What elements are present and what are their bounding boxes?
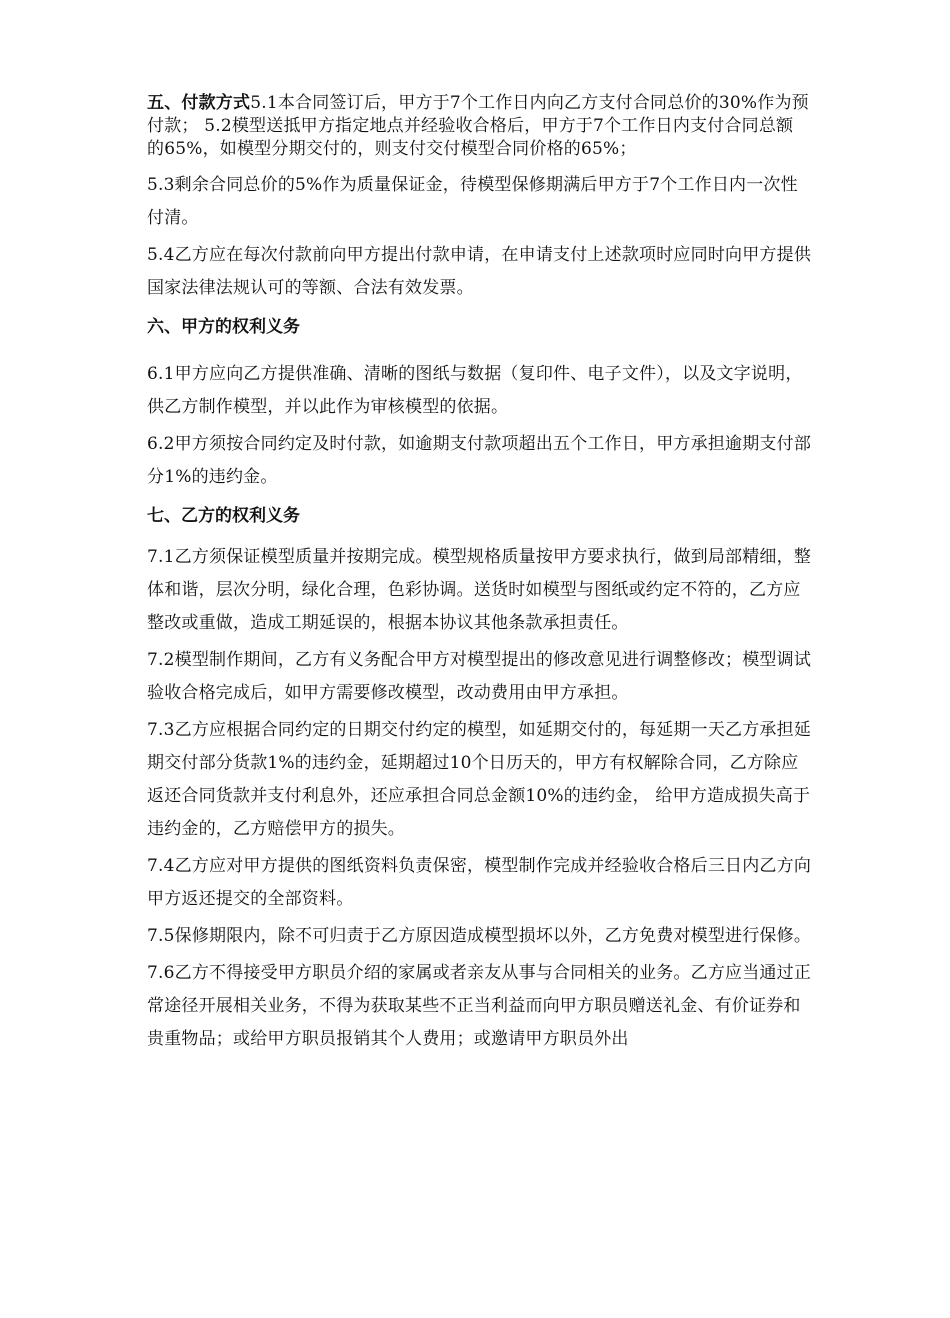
section-5-p2: 5.3剩余合同总价的5%作为质量保证金，待模型保修期满后甲方于7个工作日内一次性付清。 [147,175,798,228]
section-5-p1-text: 5.1本合同签订后，甲方于7个工作日内向乙方支付合同总价的30%作为预付款； 5.2模型送抵甲方指定地点并经验收合格后，甲方于7个工作日内支付合同总额 的65%，如模型分期交付的，则支付交付模型合同价格的65%； [147,93,809,159]
section-7-p1: 7.1乙方须保证模型质量并按期完成。模型规格质量按甲方要求执行，做到局部精细，整体和谐，层次分明，绿化合理，色彩协调。送货时如模型与图纸或约定不符的，乙方应整改或重做，造成工期延误的，根据本协议其他条款承担责任。 [147,547,812,633]
section-7-p6: 7.6乙方不得接受甲方职员介绍的家属或者亲友从事与合同相关的业务。乙方应当通过正常途径开展相关业务，不得为获取某些不正当利益而向甲方职员赠送礼金、有价证券和贵重物品；或给甲方职员报销其个人费用；或邀请甲方职员外出 [147,963,812,1049]
section-7-p4: 7.4乙方应对甲方提供的图纸资料负责保密，模型制作完成并经验收合格后三日内乙方向甲方返还提交的全部资料。 [147,856,812,909]
section-7-p2: 7.2模型制作期间，乙方有义务配合甲方对模型提出的修改意见进行调整修改；模型调试验收合格完成后，如甲方需要修改模型，改动费用由甲方承担。 [147,650,812,703]
section-7-p3: 7.3乙方应根据合同约定的日期交付约定的模型，如延期交付的，每延期一天乙方承担延期交付部分货款1%的违约金，延期超过10个日历天的，甲方有权解除合同，乙方除应返还合同货款并支付利息外，还应承担合同总金额10%的违约金， 给甲方造成损失高于违约金的，乙方赔偿甲方的损失。 [147,720,812,839]
section-5-heading: 五、付款方式 [147,93,251,113]
section-6-p2: 6.2甲方须按合同约定及时付款，如逾期支付款项超出五个工作日，甲方承担逾期支付部分1%的违约金。 [147,434,812,487]
section-6-heading: 六、甲方的权利义务 [147,317,300,337]
section-7-p5: 7.5保修期限内，除不可归责于乙方原因造成模型损坏以外，乙方免费对模型进行保修。 [147,926,812,946]
section-6-p1: 6.1甲方应向乙方提供准确、清晰的图纸与数据（复印件、电子文件），以及文字说明，供乙方制作模型，并以此作为审核模型的依据。 [147,364,803,417]
section-7-heading: 七、乙方的权利义务 [147,506,300,526]
section-5-first-paragraph [147,92,815,161]
section-5-p3: 5.4乙方应在每次付款前向甲方提出付款申请，在申请支付上述款项时应同时向甲方提供国家法律法规认可的等额、合法有效发票。 [147,245,812,298]
document-page [147,92,815,1056]
